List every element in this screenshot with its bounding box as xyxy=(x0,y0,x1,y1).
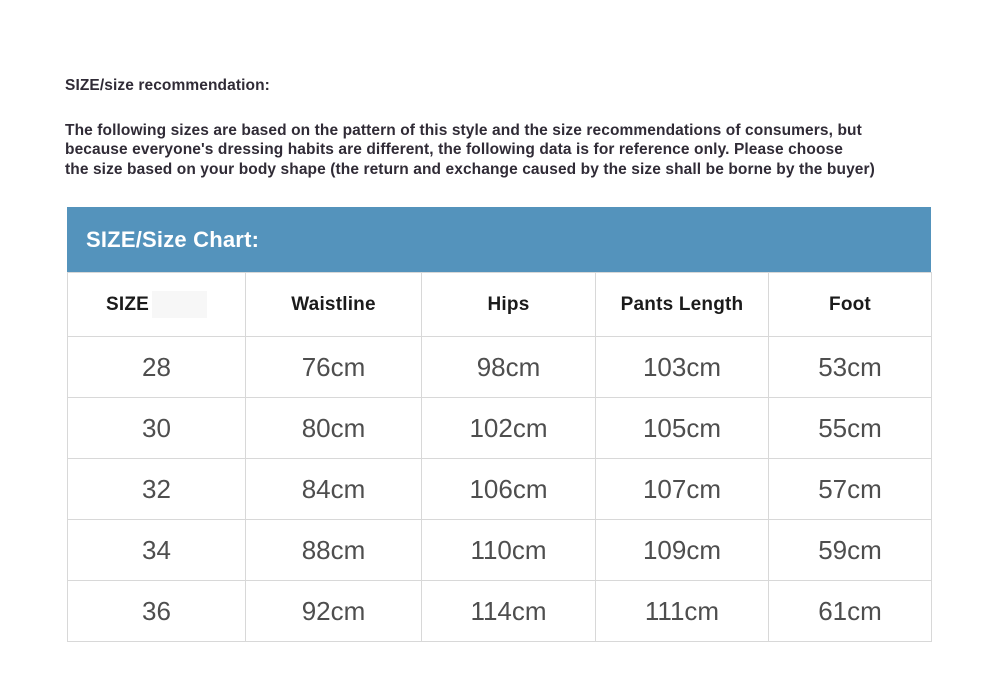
column-header-hips: Hips xyxy=(422,273,596,337)
cell-size: 30 xyxy=(68,398,246,459)
column-header-foot: Foot xyxy=(769,273,932,337)
cell-pants-length: 103cm xyxy=(596,337,769,398)
cell-waistline: 76cm xyxy=(246,337,422,398)
paragraph-line-2: because everyone's dressing habits are different, the following data is for reference only. Please choose xyxy=(65,141,843,159)
cell-size: 34 xyxy=(68,520,246,581)
table-row-size-30 xyxy=(68,398,932,459)
table-row-size-36 xyxy=(68,581,932,642)
cell-foot: 61cm xyxy=(769,581,932,642)
column-header-pants-length: Pants Length xyxy=(596,273,769,337)
cell-waistline: 80cm xyxy=(246,398,422,459)
cell-hips: 106cm xyxy=(422,459,596,520)
table-row-size-32 xyxy=(68,459,932,520)
paragraph-line-1: The following sizes are based on the pattern of this style and the size recommendations of consumers, but xyxy=(65,122,862,139)
paragraph-line-3: the size based on your body shape (the return and exchange caused by the size shall be borne by the buyer) xyxy=(65,160,875,178)
cell-pants-length: 105cm xyxy=(596,398,769,459)
cell-size: 32 xyxy=(68,459,246,520)
cell-hips: 110cm xyxy=(422,520,596,581)
recommendation-heading: SIZE/size recommendation: xyxy=(65,77,270,94)
cell-hips: 102cm xyxy=(422,398,596,459)
table-row-size-28 xyxy=(68,337,932,398)
cell-foot: 55cm xyxy=(769,398,932,459)
cell-pants-length: 107cm xyxy=(596,459,769,520)
column-header-size xyxy=(68,273,246,337)
table-row-size-34 xyxy=(68,520,932,581)
cell-waistline: 92cm xyxy=(246,581,422,642)
cell-hips: 98cm xyxy=(422,337,596,398)
cell-pants-length: 109cm xyxy=(596,520,769,581)
size-table xyxy=(67,272,932,642)
cell-foot: 53cm xyxy=(769,337,932,398)
column-header-size-label: SIZE xyxy=(105,293,150,315)
column-header-waistline: Waistline xyxy=(246,273,422,337)
size-chart-title: SIZE/Size Chart: xyxy=(86,226,260,252)
cell-pants-length: 111cm xyxy=(596,581,769,642)
size-chart-title-bar xyxy=(67,207,931,272)
recommendation-paragraph xyxy=(65,121,955,179)
cell-foot: 59cm xyxy=(769,520,932,581)
cell-waistline: 88cm xyxy=(246,520,422,581)
erased-text-artifact xyxy=(152,291,207,318)
table-header-row xyxy=(68,273,932,337)
cell-size: 28 xyxy=(68,337,246,398)
cell-waistline: 84cm xyxy=(246,459,422,520)
cell-size: 36 xyxy=(68,581,246,642)
cell-hips: 114cm xyxy=(422,581,596,642)
cell-foot: 57cm xyxy=(769,459,932,520)
